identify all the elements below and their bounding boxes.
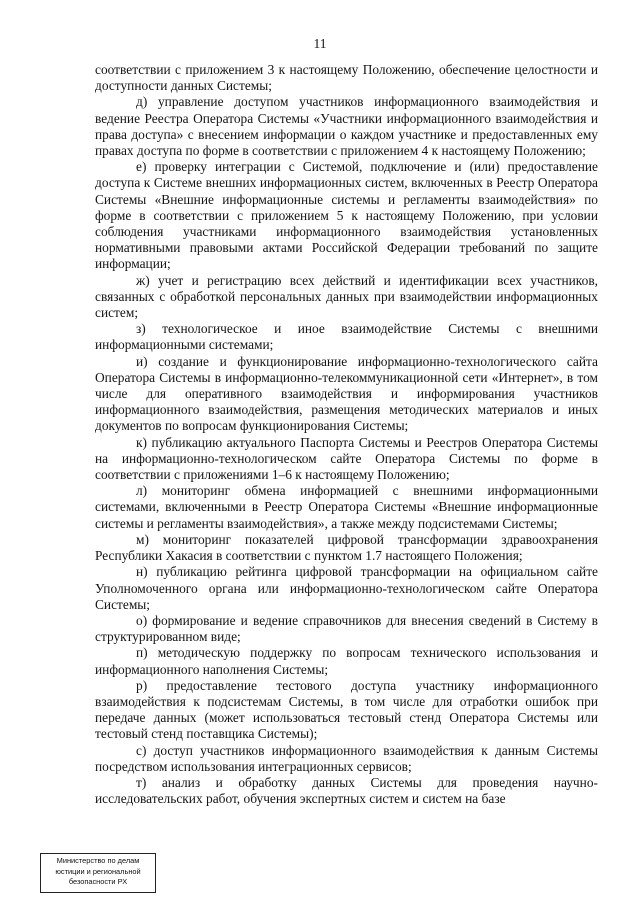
paragraph-item-i: и) создание и функционирование информационно-технологического сайта Оператора Системы в информационно-телекоммуникационной сети «Интернет», в том числе для оперативного взаимодействия и информирования участников информационного взаимодействия, размещения методических материалов и иных документов по вопросам функционирования Системы; bbox=[95, 353, 598, 434]
paragraph-item-t: т) анализ и обработку данных Системы для проведения научно-исследовательских работ, обучения экспертных систем и систем на базе bbox=[95, 774, 598, 807]
stamp-line: юстиции и региональной bbox=[55, 866, 141, 876]
paragraph-item-z: з) технологическое и иное взаимодействие Системы с внешними информационными системами; bbox=[95, 321, 598, 353]
paragraph-item-s: с) доступ участников информационного взаимодействия к данным Системы посредством использования интеграционных сервисов; bbox=[95, 742, 598, 774]
paragraph-item-d: д) управление доступом участников информационного взаимодействия и ведение Реестра Оператора Системы «Участники информационного взаимодействия и права доступа» с внесением информации о каждом участнике и предоставленных ему правах доступа по форме в соответствии с приложением 4 к настоящему Положению; bbox=[95, 94, 598, 159]
stamp-line: Министерство по делам bbox=[56, 856, 140, 865]
paragraph-item-l: л) мониторинг обмена информацией с внешними информационными системами, включенными в Реестр Оператора Системы «Внешние информационные системы и регламенты взаимодействия», а также между подсистемами Системы; bbox=[95, 483, 598, 531]
page-number: 11 bbox=[313, 36, 327, 51]
paragraph-item-o: о) формирование и ведение справочников для внесения сведений в Систему в структурированном виде; bbox=[95, 612, 598, 645]
document-body bbox=[95, 62, 598, 807]
paragraph-item-e: е) проверку интеграции с Системой, подключение и (или) предоставление доступа к Системе внешних информационных систем, включенных в Реестр Оператора Системы «Внешние информационные системы и регламенты взаимодействия» по форме в соответствии с приложением 5 к настоящему Положению, при условии соблюдения участниками информационного взаимодействия установленных нормативными правовыми актами Российской Федерации требований по защите информации; bbox=[95, 159, 598, 272]
paragraph-item-p: п) методическую поддержку по вопросам технического использования и информационного наполнения Системы; bbox=[95, 645, 598, 677]
paragraph-item-n: н) публикацию рейтинга цифровой трансформации на официальном сайте Уполномоченного органа или информационно-технологическом сайте Оператора Системы; bbox=[95, 564, 598, 612]
paragraph-continuation: соответствии с приложением 3 к настоящему Положению, обеспечение целостности и доступности данных Системы; bbox=[95, 62, 598, 94]
paragraph-item-r: р) предоставление тестового доступа участнику информационного взаимодействия к подсистемам Системы, в том числе для отработки ошибок при передаче данных (может использоваться тестовый стенд Оператора Системы или тестовый стенд поставщика Системы); bbox=[95, 677, 598, 742]
stamp-line: безопасности РХ bbox=[68, 877, 128, 886]
paragraph-item-m: м) мониторинг показателей цифровой трансформации здравоохранения Республики Хакасия в соответствии с пунктом 1.7 настоящего Положения; bbox=[95, 531, 598, 564]
ministry-stamp bbox=[40, 853, 156, 893]
paragraph-item-k: к) публикацию актуального Паспорта Системы и Реестров Оператора Системы на информационно-технологическом сайте Оператора Системы по форме в соответствии с приложениями 1–6 к настоящему Положению; bbox=[95, 434, 598, 483]
paragraph-item-zh: ж) учет и регистрацию всех действий и идентификации всех участников, связанных с обработкой персональных данных при взаимодействии информационных систем; bbox=[95, 272, 598, 321]
